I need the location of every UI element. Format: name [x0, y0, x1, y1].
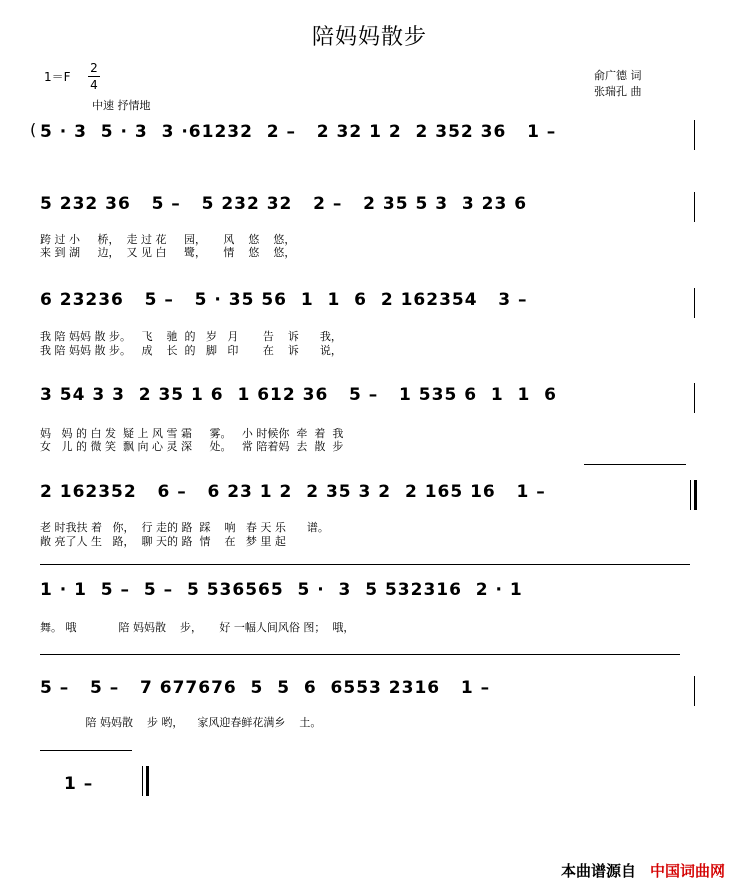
lyricist: 俞广德 词 — [594, 69, 642, 82]
repeat-barline-thin — [690, 480, 691, 510]
footer-credit — [561, 860, 725, 881]
notation-line: 5 – 5 – 7 677676 5 5 6 6553 2316 1 – — [40, 678, 491, 698]
volta-line — [584, 464, 686, 465]
score-system-1 — [0, 120, 739, 160]
barline — [694, 383, 695, 413]
repeat-barline-thick — [694, 480, 697, 510]
score-system-6 — [0, 578, 739, 638]
lyrics-verse-1: 老 时我扶 着 你， 行 走的 路 踩 响 春 天 乐 谱。 — [40, 521, 329, 534]
barline — [694, 288, 695, 318]
key-signature: 1＝F — [44, 70, 71, 84]
barline — [694, 120, 695, 150]
final-barline-thin — [142, 766, 143, 796]
lyrics-verse-2: 敞 亮了人 生 路， 聊 天的 路 情 在 梦 里 起 — [40, 535, 286, 548]
lyrics-verse-2: 女 儿 的 微 笑 飘 向 心 灵 深 处。 常 陪着妈 去 散 步 — [40, 440, 344, 453]
lyrics-verse-2: 我 陪 妈妈 散 步。 成 长 的 脚 印 在 诉 说， — [40, 344, 342, 357]
score-system-3 — [0, 288, 739, 358]
volta-line — [40, 564, 690, 565]
score-system-2 — [0, 192, 739, 262]
lyrics-verse-1: 陪 妈妈散 步 哟， 家风迎春鲜花满乡 土。 — [40, 716, 322, 729]
lyrics-verse-1: 跨 过 小 桥， 走 过 花 园， 风 悠 悠， — [40, 233, 296, 246]
credits — [594, 68, 642, 100]
notation-line: 6 23236 5 – 5 · 35 56 1 1 6 2 162354 3 – — [40, 290, 528, 310]
lyrics-verse-1: 舞。 哦 陪 妈妈散 步， 好 一幅人间风俗 图； 哦， — [40, 621, 355, 634]
time-signature — [88, 61, 100, 92]
open-paren: ( — [30, 120, 37, 139]
tie-line — [40, 654, 680, 655]
footer-site-link[interactable]: 中国词曲网 — [649, 862, 725, 880]
score-system-8 — [0, 772, 739, 812]
lyrics-verse-2: 来 到 湖 边， 又 见 白 鹭， 情 悠 悠， — [40, 246, 296, 259]
notation-line: 3 54 3 3 2 35 1 6 1 612 36 5 – 1 535 6 1 1 6 — [40, 385, 558, 405]
song-title: 陪妈妈散步 — [311, 25, 427, 50]
footer-source: 本曲谱源自 — [560, 862, 636, 880]
meter-bottom: 4 — [90, 78, 98, 92]
notation-line: 1 – — [64, 774, 94, 794]
score-system-7 — [0, 676, 739, 736]
barline — [694, 676, 695, 706]
meter-top: 2 — [90, 61, 98, 75]
notation-line: 2 162352 6 – 6 23 1 2 2 35 3 2 2 165 16 1 – — [40, 482, 546, 502]
lyrics-verse-1: 妈 妈 的 白 发 疑 上 风 雪 霜 雾。 小 时候你 牵 着 我 — [40, 427, 344, 440]
notation-line: 1 · 1 5 – 5 – 5 536565 5 · 3 5 532316 2 · 1 — [40, 580, 523, 600]
notation-line: 5 232 36 5 – 5 232 32 2 – 2 35 5 3 3 23 6 — [40, 194, 528, 214]
lyrics-verse-1: 我 陪 妈妈 散 步。 飞 驰 的 岁 月 告 诉 我， — [40, 330, 342, 343]
composer: 张瑞孔 曲 — [594, 85, 642, 98]
tie-line — [40, 750, 132, 751]
tempo-marking: 中速 抒情地 — [92, 99, 151, 112]
barline — [694, 192, 695, 222]
notation-line: 5 · 3 5 · 3 3 ·61232 2 – 2 32 1 2 2 352 36 1 – — [40, 122, 557, 142]
final-barline-thick — [146, 766, 149, 796]
score-system-4 — [0, 383, 739, 453]
score-system-5 — [0, 480, 739, 550]
